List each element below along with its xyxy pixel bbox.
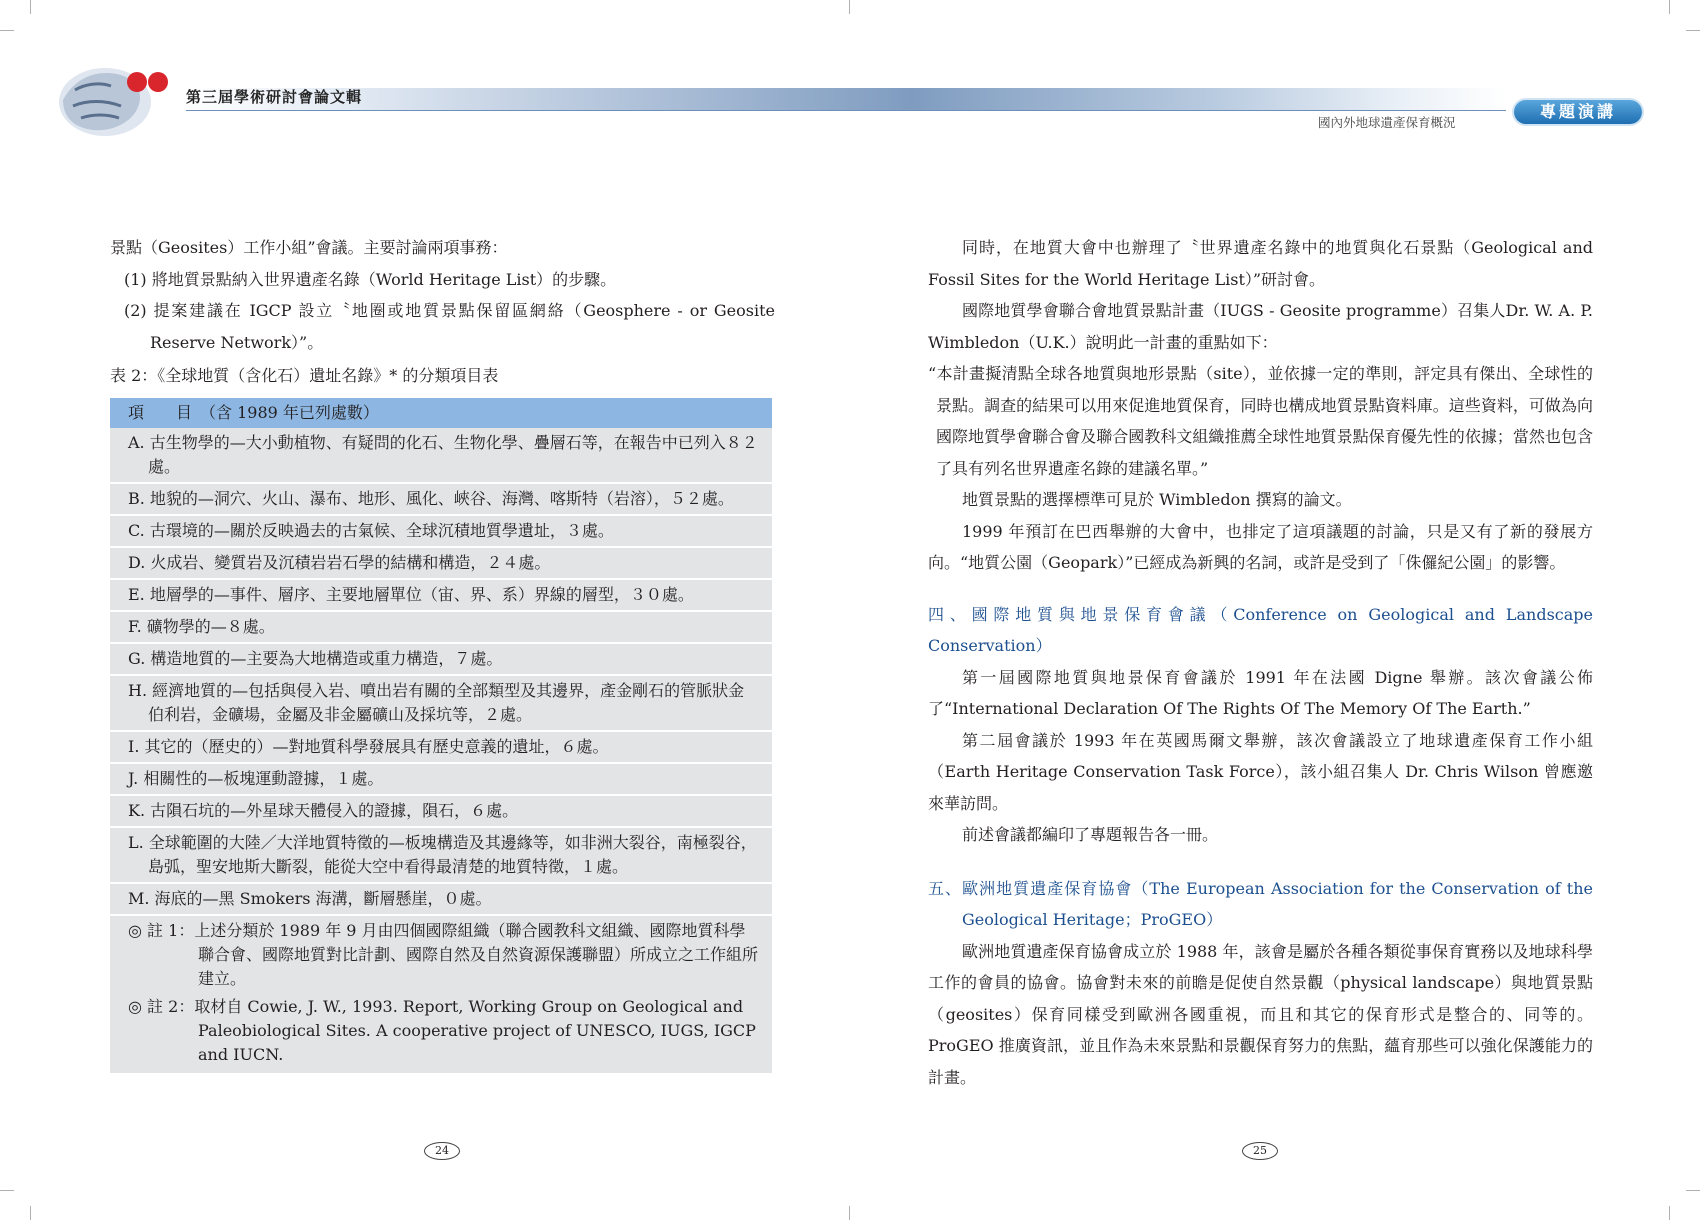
paragraph: 前述會議都編印了專題報告各一冊。 (962, 825, 1219, 844)
table-row: K. 古隕石坑的—外星球天體侵入的證據，隕石，６處。 (110, 796, 772, 828)
crop-mark (30, 0, 31, 14)
table-row: A. 古生物學的—大小動植物、有疑問的化石、生物化學、疊層石等，在報告中已列入８２處。 (110, 428, 772, 484)
crop-mark (1669, 0, 1670, 14)
header-rule (186, 110, 1506, 111)
crop-mark (30, 1206, 31, 1220)
paragraph: 景點（Geosites）工作小組”會議。主要討論兩項事務： (110, 238, 508, 257)
page-number-right: 25 (1242, 1142, 1278, 1160)
table-note: ◎ 註 1：上述分類於 1989 年 9 月由四個國際組織（聯合國教科文組織、國際地質科學聯合會、國際地質對比計劃、國際自然及自然資源保護聯盟）所成立之工作組所建立。 (128, 921, 759, 988)
table-row: E. 地層學的—事件、層序、主要地層單位（宙、界、系）界線的層型，３０處。 (110, 580, 772, 612)
paragraph: 同時，在地質大會中也辦理了〝世界遺產名錄中的地質與化石景點（Geological and Fossil Sites for the World Heritage List）”研討會。 (928, 238, 1593, 289)
crop-mark (849, 0, 850, 14)
table-row: C. 古環境的—關於反映過去的古氣候、全球沉積地質學遺址，３處。 (110, 516, 772, 548)
crop-mark (1686, 1190, 1700, 1191)
article-title: 國內外地球遺產保育概況 (1318, 115, 1456, 130)
journal-title: 第三屆學術研討會論文輯 (186, 88, 363, 106)
table-row: L. 全球範圍的大陸／大洋地質特徵的—板塊構造及其邊緣等，如非洲大裂谷，南極裂谷，島弧，聖安地斯大斷裂，能從大空中看得最清楚的地質特徵，１處。 (110, 828, 772, 884)
crop-mark (1686, 30, 1700, 31)
table-row: H. 經濟地質的—包括與侵入岩、噴出岩有關的全部類型及其邊界，產金剛石的管脈狀金伯利岩，金礦場，金屬及非金屬礦山及採坑等，２處。 (110, 676, 772, 732)
header-gradient-band (186, 88, 1506, 110)
page-number-left: 24 (424, 1142, 460, 1160)
paragraph: 國際地質學會聯合會地質景點計畫（IUGS - Geosite programme）召集人Dr. W. A. P. Wimbledon（U.K.）說明此一計畫的重點如下： (928, 301, 1593, 352)
section-heading: 五、歐洲地質遺產保育協會（The European Association for the Conservation of the Geological Heritage；ProGEO） (928, 878, 1593, 929)
paragraph: 第二屆會議於 1993 年在英國馬爾文舉辦，該次會議設立了地球遺產保育工作小組（Earth Heritage Conservation Task Force），該小組召集人 Dr. Chris Wilson 曾應邀來華訪問。 (928, 730, 1593, 813)
paragraph: 第一屆國際地質與地景保育會議於 1991 年在法國 Digne 舉辦。該次會議公佈了“International Declaration Of The Rights Of The Memory Of The Earth.” (928, 667, 1593, 718)
quotation: “本計畫擬清點全球各地質與地形景點（site），並依據一定的準則，評定具有傑出、全球性的景點。調查的結果可以用來促進地質保育，同時也構成地質景點資料庫。這些資料，可做為向國際地質學會聯合會及聯合國教科文組織推薦全球性地質景點保育優先性的依據；當然也包含了具有列名世界遺產名錄的建議名單。” (928, 364, 1593, 478)
table-caption: 表 2：《全球地質（含化石）遺址名錄》* 的分類項目表 (110, 366, 499, 385)
paragraph: 地質景點的選擇標準可見於 Wimbledon 撰寫的論文。 (962, 490, 1352, 509)
right-page-body (928, 232, 1593, 1093)
crop-mark (1669, 1206, 1670, 1220)
section-heading: 四、國際地質與地景保育會議（Conference on Geological and Landscape Conservation） (928, 604, 1593, 655)
table-row: M. 海底的—黑 Smokers 海溝，斷層懸崖，０處。 (110, 884, 772, 916)
table-row: G. 構造地質的—主要為大地構造或重力構造，７處。 (110, 644, 772, 676)
left-page-body (110, 232, 775, 392)
list-item: (2) 提案建議在 IGCP 設立〝地圈或地質景點保留區網絡（Geosphere - or Geosite Reserve Network）”。 (124, 301, 775, 352)
paragraph: 1999 年預訂在巴西舉辦的大會中，也排定了這項議題的討論，只是又有了新的發展方向。“地質公園（Geopark）”已經成為新興的名詞，或許是受到了「侏儸紀公園」的影響。 (928, 521, 1593, 572)
table-note: ◎ 註 2：取材自 Cowie, J. W., 1993. Report, Working Group on Geological and Paleobiological Sites. A cooperative project of UNESCO, IUGS, IGCP and IUCN. (128, 997, 756, 1064)
paragraph: 歐洲地質遺產保育協會成立於 1988 年，該會是屬於各種各類從事保育實務以及地球科學工作的會員的協會。協會對未來的前瞻是促使自然景觀（physical landscape）與地質景點（geosites）保育同樣受到歐洲各國重視，而且和其它的保育形式是整合的、同等的。ProGEO 推廣資訊，並且作為未來景點和景觀保育努力的焦點，蘊育那些可以強化保護能力的計畫。 (928, 941, 1593, 1087)
journal-logo (55, 60, 175, 142)
table-row: J. 相關性的—板塊運動證據，１處。 (110, 764, 772, 796)
list-item: (1) 將地質景點納入世界遺產名錄（World Heritage List）的步驟。 (124, 269, 617, 289)
table-row: I. 其它的（歷史的）—對地質科學發展具有歷史意義的遺址，６處。 (110, 732, 772, 764)
table-row: D. 火成岩、變質岩及沉積岩岩石學的結構和構造，２４處。 (110, 548, 772, 580)
crop-mark (849, 1206, 850, 1220)
table-header: 項 目 （含 1989 年已列處數） (110, 398, 772, 428)
crop-mark (0, 1190, 14, 1191)
section-badge: 專題演講 (1514, 100, 1642, 124)
table-row: F. 礦物學的—８處。 (110, 612, 772, 644)
table-row: B. 地貌的—洞穴、火山、瀑布、地形、風化、峽谷、海灣、喀斯特（岩溶），５２處。 (110, 484, 772, 516)
crop-mark (0, 30, 14, 31)
classification-table (110, 398, 772, 1073)
